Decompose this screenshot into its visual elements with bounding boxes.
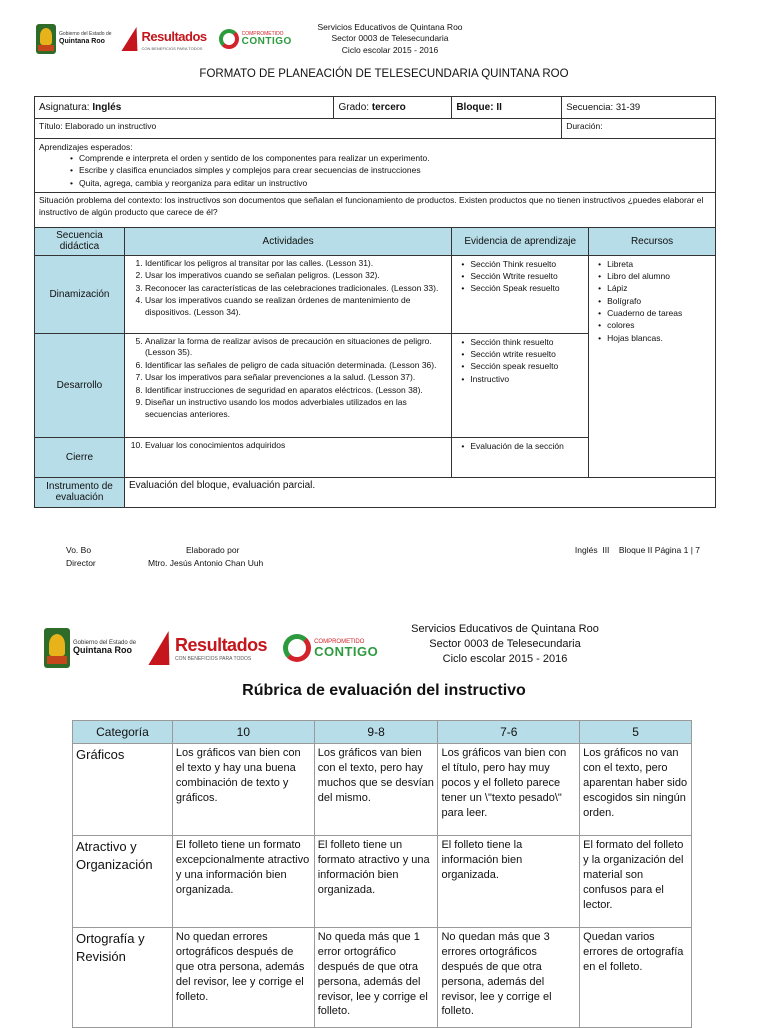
director-label: Director <box>66 557 96 568</box>
rubric-cell: No quedan errores ortográficos después de que otra persona, además del revisor, lee y corrige el folleto. <box>172 928 314 1028</box>
duracion-cell: Duración: <box>562 119 716 139</box>
recurso-item: • Libro del alumno <box>607 270 711 282</box>
evidence-item: • Sección Speak resuelto <box>470 282 584 294</box>
logo-row <box>36 24 292 54</box>
titulo-row <box>35 119 716 139</box>
grado-cell: Grado: tercero <box>334 97 452 119</box>
situacion-cell: Situación problema del contexto: los instructivos son documentos que señalan el funcionamiento de productos. Existen productos que no tienen instructivos ¿puedes elaborar el instructivo de algún producto que carece de él? <box>35 192 716 227</box>
col-secuencia: Secuencia didáctica <box>35 227 125 255</box>
col-actividades: Actividades <box>124 227 451 255</box>
recurso-item: • Hojas blancas. <box>607 332 711 344</box>
rubric-category: Atractivo y Organización <box>73 836 173 928</box>
activities-list <box>129 440 447 451</box>
resultados-logo <box>152 631 267 665</box>
page-title: FORMATO DE PLANEACIÓN DE TELESECUNDARIA QUINTANA ROO <box>199 68 569 80</box>
aprendizaje-item: • Comprende e interpreta el orden y sentido de los componentes para realizar un experimento. <box>79 152 711 164</box>
recursos-list <box>593 258 711 344</box>
rubric-cell: Los gráficos no van con el texto, pero aparentan haber sido escogidos sin ningún orden. <box>580 744 692 836</box>
header-line3: Ciclo escolar 2015 - 2016 <box>442 652 568 665</box>
gobierno-logo <box>44 628 136 668</box>
rubric-cell: El folleto tiene un formato atractivo y una información bien organizada. <box>314 836 438 928</box>
activity-item: 3. Reconocer las características de las celebraciones tradicionales. (Lesson 33). <box>145 283 447 294</box>
autor-name: Mtro. Jesús Antonio Chan Uuh <box>148 557 264 568</box>
rubric-header-cell: 10 <box>172 721 314 744</box>
aprendizajes-row <box>35 139 716 193</box>
recurso-item: • Libreta <box>607 258 711 270</box>
recurso-item: • Bolígrafo <box>607 295 711 307</box>
header-line1: Servicios Educativos de Quintana Roo <box>411 623 599 635</box>
evidence-list <box>456 258 584 295</box>
logo-row <box>44 628 378 668</box>
rubric-category: Ortografía y Revisión <box>73 928 173 1028</box>
rubric-cell: El folleto tiene la información bien organizada. <box>438 836 580 928</box>
institution-header <box>390 622 620 667</box>
asignatura-value: Inglés <box>92 102 122 113</box>
activity-item: 5. Analizar la forma de realizar avisos de precaución en situaciones de peligro. (Lesson 35). <box>145 336 447 359</box>
rubric-category: Gráficos <box>73 744 173 836</box>
evidence-cell <box>452 437 589 477</box>
rubric-row <box>73 836 692 928</box>
instrumento-row <box>35 477 716 507</box>
activities-cell <box>124 333 451 437</box>
rubric-header-cell: 9-8 <box>314 721 438 744</box>
footer-elaborado <box>148 544 263 570</box>
evidence-cell <box>452 333 589 437</box>
stage-name: Desarrollo <box>35 333 125 437</box>
evidence-item: • Sección Wtrite resuelto <box>470 270 584 282</box>
rubric-cell: Los gráficos van bien con el texto y hay una buena combinación de texto y gráficos. <box>172 744 314 836</box>
rubric-header-cell: 5 <box>580 721 692 744</box>
resultados-sub: CON BENEFICIOS PARA TODOS <box>141 45 203 51</box>
resultados-mark-icon <box>148 631 176 665</box>
evidence-cell <box>452 255 589 333</box>
resultados-logo <box>124 27 207 51</box>
rubric-cell: No quedan más que 3 errores ortográficos después de que otra persona, además del revisor, lee y corrige el folleto. <box>438 928 580 1028</box>
rubric-cell: Los gráficos van bien con el título, pero hay muy pocos y el folleto parece tener un \"texto pesado\" para leer. <box>438 744 580 836</box>
activity-item: 9. Diseñar un instructivo usando los modos adverbiales utilizados en las secuencias anteriores. <box>145 397 447 420</box>
rubric-cell: El formato del folleto y la organización del material son confusos para el lector. <box>580 836 692 928</box>
planning-table <box>34 96 716 508</box>
bloque-value: II <box>496 102 502 113</box>
activity-item: 8. Identificar instrucciones de seguridad en aparatos eléctricos. (Lesson 38). <box>145 385 447 396</box>
cc-line2: CONTIGO <box>314 643 379 659</box>
activity-item: 1. Identificar los peligros al transitar por las calles. (Lesson 31). <box>145 258 447 269</box>
resultados-mark-icon <box>121 27 142 51</box>
recursos-cell <box>589 255 716 477</box>
rubric-header-cell: 7-6 <box>438 721 580 744</box>
evidence-item: • Sección wtrite resuelto <box>470 348 584 360</box>
state-seal-icon <box>36 24 56 54</box>
evidence-item: • Evaluación de la sección <box>470 440 584 452</box>
rubric-cell: No queda más que 1 error ortográfico después de que otra persona, además del revisor, lee y corrige el folleto. <box>314 928 438 1028</box>
activities-cell <box>124 255 451 333</box>
footer-vobo <box>66 544 96 570</box>
situacion-row <box>35 192 716 227</box>
page-2 <box>0 600 768 1024</box>
aprendizajes-list <box>39 152 711 189</box>
evidence-item: • Instructivo <box>470 373 584 385</box>
rubric-cell: Los gráficos van bien con el texto, pero hay muchos que se desvían del mismo. <box>314 744 438 836</box>
rubric-row <box>73 744 692 836</box>
activities-list <box>129 336 447 420</box>
gob-line2: Quintana Roo <box>59 37 105 45</box>
gob-line2: Quintana Roo <box>73 645 132 656</box>
evidence-list <box>456 440 584 452</box>
sequence-header-row <box>35 227 716 255</box>
evidence-list <box>456 336 584 385</box>
header-line3: Ciclo escolar 2015 - 2016 <box>341 44 439 55</box>
header-line2: Sector 0003 de Telesecundaria <box>331 33 449 44</box>
evidence-item: • Sección Think resuelto <box>470 258 584 270</box>
stage-row-dinamizacion <box>35 255 716 333</box>
comprometido-ring-icon <box>219 29 239 49</box>
aprendizaje-item: • Quita, agrega, cambia y reorganiza para editar un instructivo <box>79 177 711 189</box>
header-line1: Servicios Educativos de Quintana Roo <box>317 22 463 32</box>
secuencia-value: 31-39 <box>615 102 641 113</box>
activity-item: 10. Evaluar los conocimientos adquiridos <box>145 440 447 451</box>
elaborado-label: Elaborado por <box>186 545 240 555</box>
rubric-row <box>73 928 692 1028</box>
aprendizajes-cell <box>35 139 716 193</box>
stage-name: Cierre <box>35 437 125 477</box>
instrumento-value: Evaluación del bloque, evaluación parcial. <box>124 477 715 507</box>
gob-line1: Gobierno del Estado de <box>59 31 112 38</box>
page-number: Inglés III Bloque II Página 1 | 7 <box>574 545 700 555</box>
gob-line1: Gobierno del Estado de <box>73 639 137 646</box>
secuencia-cell: Secuencia: 31-39 <box>562 97 716 119</box>
activity-item: 4. Usar los imperativos cuando se realizan órdenes de mantenimiento de dispositivos. (Lesson 34). <box>145 295 447 318</box>
col-evidencia: Evidencia de aprendizaje <box>452 227 589 255</box>
titulo-cell: Título: Elaborado un instructivo <box>35 119 562 139</box>
resultados-word: Resultados <box>141 28 207 44</box>
cc-line1: COMPROMETIDO <box>241 30 284 37</box>
activity-item: 2. Usar los imperativos cuando se señalan peligros. (Lesson 32). <box>145 270 447 281</box>
rubric-table <box>72 720 692 1028</box>
evidence-item: • Sección think resuelto <box>470 336 584 348</box>
rubric-header-row <box>73 721 692 744</box>
activity-item: 7. Usar los imperativos para señalar prevenciones a la salud. (Lesson 37). <box>145 372 447 383</box>
instrumento-label: Instrumento de evaluación <box>35 477 125 507</box>
gobierno-logo <box>36 24 112 54</box>
rubric-cell: El folleto tiene un formato excepcionalmente atractivo y una información bien organizada. <box>172 836 314 928</box>
recurso-item: • Lápiz <box>607 282 711 294</box>
institution-header <box>260 22 520 56</box>
comprometido-ring-icon <box>283 634 311 662</box>
recurso-item: • Cuaderno de tareas <box>607 307 711 319</box>
comprometido-logo <box>283 634 378 662</box>
recurso-item: • colores <box>607 319 711 331</box>
cc-line2: CONTIGO <box>241 35 292 47</box>
rubric-header-cell: Categoría <box>73 721 173 744</box>
rubric-cell: Quedan varios errores de ortografía en el folleto. <box>580 928 692 1028</box>
stage-name: Dinamización <box>35 255 125 333</box>
bloque-cell: Bloque: II <box>452 97 562 119</box>
cc-line1: COMPROMETIDO <box>314 638 365 645</box>
aprendizaje-item: • Escribe y clasifica enunciados simples y complejos para crear secuencias de instrucciones <box>79 164 711 176</box>
asignatura-cell: Asignatura: Inglés <box>35 97 334 119</box>
state-seal-icon <box>44 628 70 668</box>
header-line2: Sector 0003 de Telesecundaria <box>429 637 581 650</box>
grado-value: tercero <box>371 102 406 113</box>
resultados-word: Resultados <box>175 634 268 655</box>
evidence-item: • Sección speak resuelto <box>470 360 584 372</box>
rubric-title: Rúbrica de evaluación del instructivo <box>242 682 526 699</box>
resultados-sub: CON BENEFICIOS PARA TODOS <box>175 655 252 662</box>
activity-item: 6. Identificar las señales de peligro de cada situación determinada. (Lesson 36). <box>145 360 447 371</box>
activities-cell <box>124 437 451 477</box>
activities-list <box>129 258 447 318</box>
info-row <box>35 97 716 119</box>
col-recursos: Recursos <box>589 227 716 255</box>
vobo-label: Vo. Bo <box>66 545 92 555</box>
aprendizajes-label: Aprendizajes esperados: <box>39 142 133 152</box>
